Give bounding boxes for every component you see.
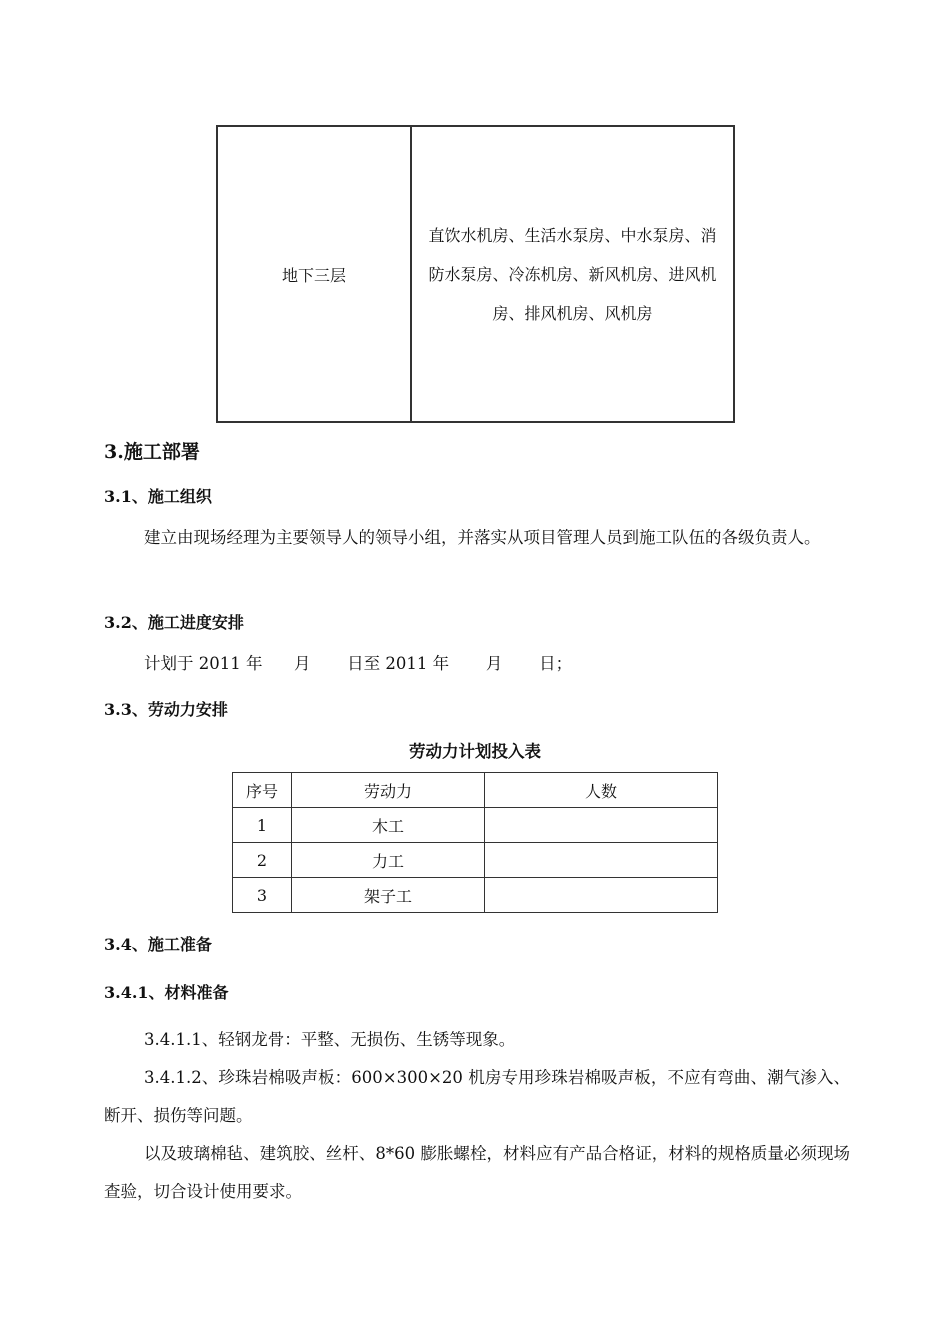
paragraph-keel: 3.4.1.1、轻钢龙骨：平整、无损伤、生锈等现象。 [144,1030,516,1049]
rooms-line: 房、排风机房、风机房 [492,303,653,323]
rooms-line: 直饮水机房、生活水泵房、中水泵房、消 [428,225,717,245]
row-count [485,878,718,913]
equipment-room-table [216,125,735,423]
header-count: 人数 [485,773,718,808]
row-count [485,808,718,843]
subsection-title-3-1: 3.1、施工组织 [104,487,212,506]
section-title: 3.施工部署 [104,441,200,463]
table-row [233,808,718,843]
header-no: 序号 [233,773,292,808]
table-row [233,843,718,878]
header-labor: 劳动力 [292,773,485,808]
floor-cell: 地下三层 [217,126,411,422]
table-row [217,126,734,422]
subsection-title-3-4: 3.4、施工准备 [104,935,212,954]
row-labor: 力工 [292,843,485,878]
labor-table [232,772,718,913]
row-labor: 架子工 [292,878,485,913]
subsection-title-3-3: 3.3、劳动力安排 [104,700,228,719]
row-no: 2 [233,843,292,878]
labor-table-title: 劳动力计划投入表 [409,742,541,761]
row-labor: 木工 [292,808,485,843]
row-no: 1 [233,808,292,843]
rooms-line: 防水泵房、冷冻机房、新风机房、进风机 [428,264,717,284]
row-count [485,843,718,878]
table-header-row [233,773,718,808]
subsection-title-3-2: 3.2、施工进度安排 [104,613,244,632]
table-row [233,878,718,913]
paragraph-materials: 以及玻璃棉毡、建筑胶、丝杆、8*60 膨胀螺栓，材料应有产品合格证，材料的规格质量必须现场查验，切合设计使用要求。 [104,1144,850,1201]
row-no: 3 [233,878,292,913]
schedule-text: 计划于 2011 年 月 日至 2011 年 月 日； [144,654,573,673]
subsection-title-3-4-1: 3.4.1、材料准备 [104,983,229,1002]
paragraph-panel: 3.4.1.2、珍珠岩棉吸声板：600×300×20 机房专用珍珠岩棉吸声板，不应有弯曲、潮气渗入、断开、损伤等问题。 [104,1068,850,1125]
paragraph-organization: 建立由现场经理为主要领导人的领导小组，并落实从项目管理人员到施工队伍的各级负责人。 [144,528,821,547]
rooms-cell [411,126,734,422]
